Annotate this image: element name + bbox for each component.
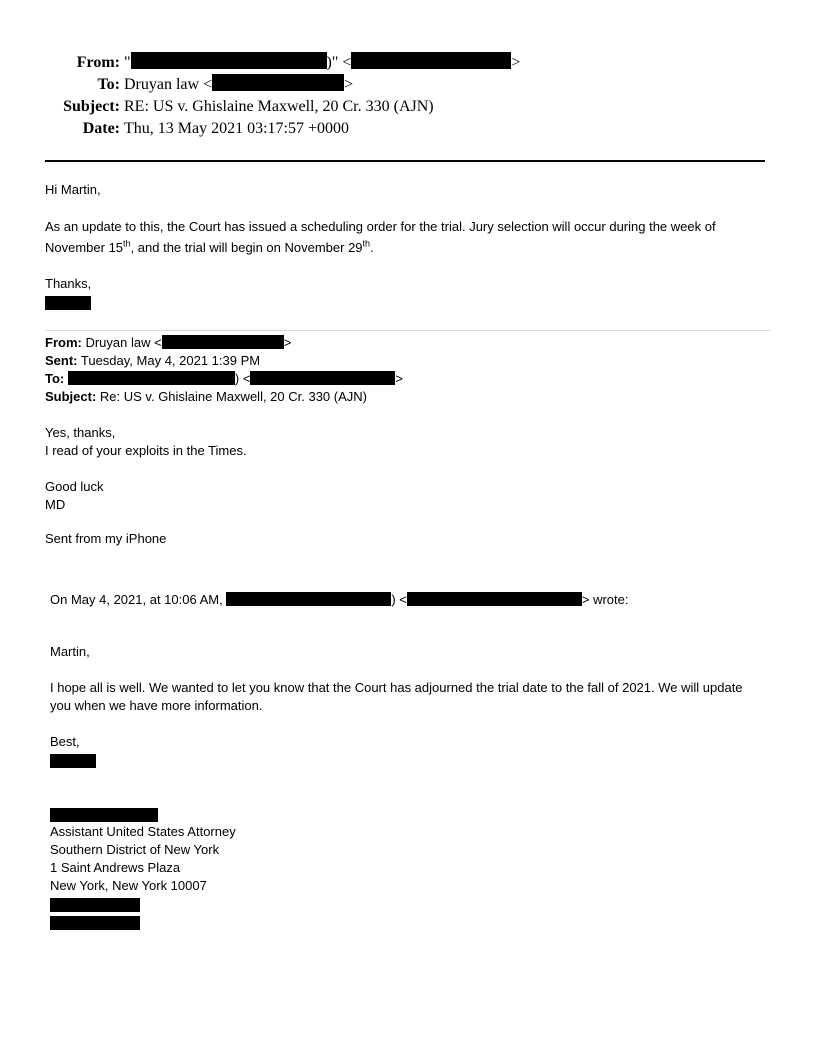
redaction-block: [212, 74, 344, 91]
redaction-block: [50, 754, 96, 768]
reply-greeting: Hi Martin,: [45, 182, 101, 197]
quoted1-from-label: From:: [45, 335, 82, 350]
redaction-block: [50, 808, 158, 822]
redaction-block: [131, 52, 327, 69]
redaction-block: [351, 52, 511, 69]
header-subject-value: RE: US v. Ghislaine Maxwell, 20 Cr. 330 (AJN): [124, 98, 434, 115]
redaction-block: [50, 916, 140, 930]
quoted1-to-row: To: ) < >: [45, 371, 404, 386]
reply-body: As an update to this, the Court has issued a scheduling order for the trial. Jury selection will occur during the week of November 15th, and the trial will begin on November 29th.: [45, 219, 716, 255]
redaction-block: [226, 592, 391, 606]
header-from-value: " )" < >: [124, 54, 521, 71]
header-to-label: To:: [97, 76, 120, 93]
quoted1-subject-row: Subject: Re: US v. Ghislaine Maxwell, 20 Cr. 330 (AJN): [45, 389, 367, 404]
quoted2-intro: On May 4, 2021, at 10:06 AM, ) < > wrote:: [50, 592, 629, 607]
header-divider: [45, 160, 765, 162]
quoted2-signoff: Best,: [50, 734, 80, 749]
reply-signoff: Thanks,: [45, 276, 92, 291]
header-from-label: From:: [76, 54, 120, 71]
signature-office: Southern District of New York: [50, 842, 220, 857]
quoted1-line: Good luck: [45, 479, 104, 494]
quoted1-to-label: To:: [45, 371, 65, 386]
quoted2-body: I hope all is well. We wanted to let you know that the Court has adjourned the trial date to the fall of 2021. We will update you when we have more information.: [50, 680, 743, 713]
quoted1-line: Yes, thanks,: [45, 425, 116, 440]
header-to-value: Druyan law < >: [124, 76, 354, 93]
quoted1-line: MD: [45, 497, 66, 512]
redaction-block: [162, 335, 284, 349]
signature-title: Assistant United States Attorney: [50, 824, 236, 839]
header-date-label: Date:: [82, 120, 120, 137]
redaction-block: [45, 296, 91, 310]
redaction-block: [250, 371, 395, 385]
quoted1-sent-row: Sent: Tuesday, May 4, 2021 1:39 PM: [45, 353, 261, 368]
redaction-block: [50, 898, 140, 912]
header-subject-label: Subject:: [63, 98, 120, 115]
quote-divider: [45, 330, 771, 331]
redaction-block: [68, 371, 235, 385]
quoted1-line: Sent from my iPhone: [45, 531, 167, 546]
quoted2-greeting: Martin,: [50, 644, 90, 659]
signature-address-line: 1 Saint Andrews Plaza: [50, 860, 181, 875]
quoted1-from-row: From: Druyan law < >: [45, 335, 292, 350]
header-date-value: Thu, 13 May 2021 03:17:57 +0000: [124, 120, 350, 137]
redaction-block: [407, 592, 582, 606]
quoted1-sent-label: Sent:: [45, 353, 78, 368]
signature-address-line: New York, New York 10007: [50, 878, 207, 893]
quoted1-subject-label: Subject:: [45, 389, 97, 404]
quoted1-line: I read of your exploits in the Times.: [45, 443, 247, 458]
